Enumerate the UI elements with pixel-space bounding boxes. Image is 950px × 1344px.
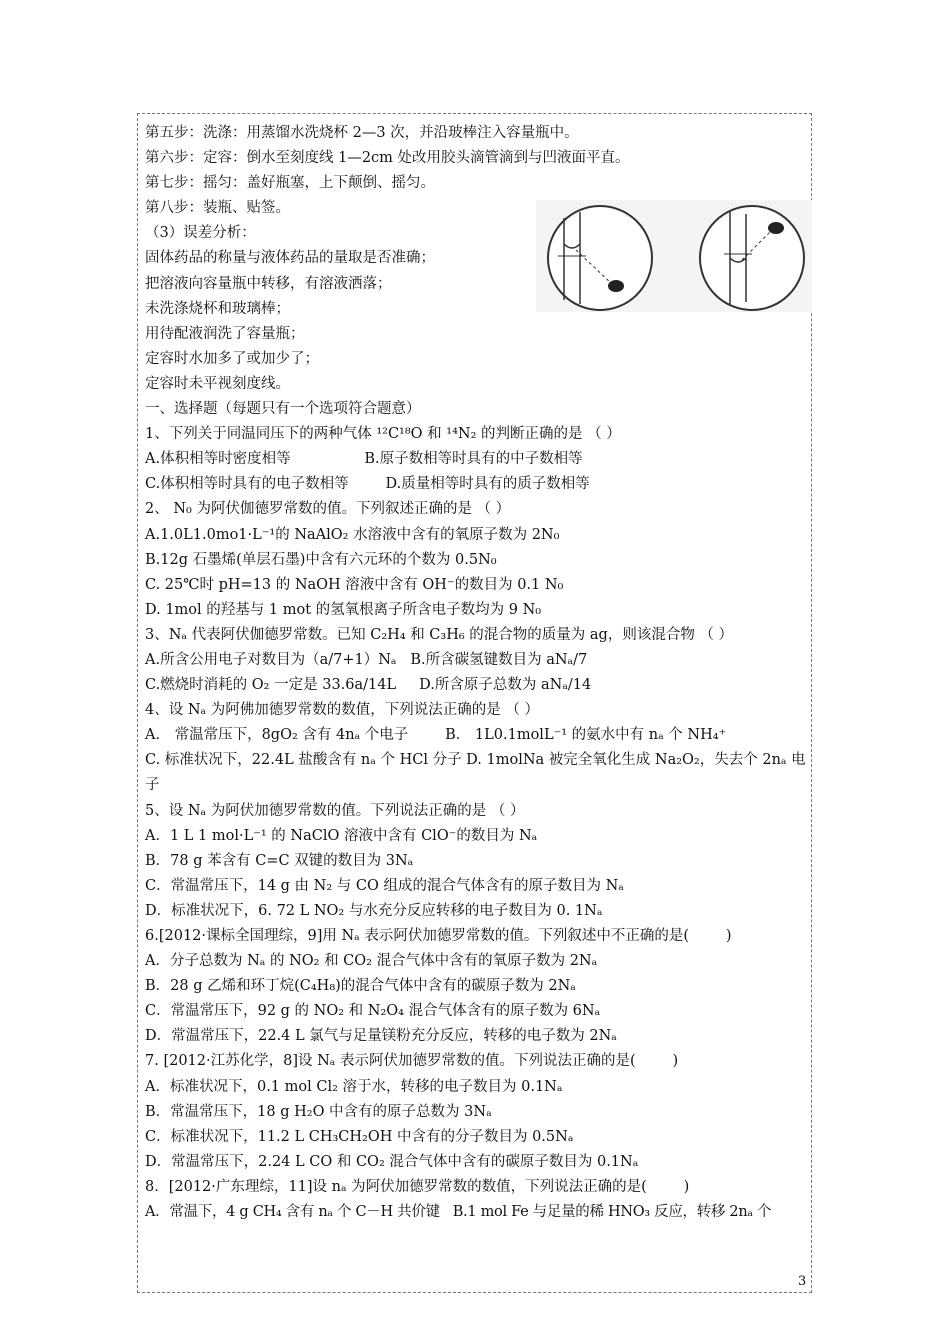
question-line: B．78 g 苯含有 C=C 双键的数目为 3Nₐ — [145, 852, 414, 869]
error-item: 定容时未平视刻度线。 — [145, 375, 290, 392]
right-view-circle — [700, 206, 804, 310]
question-line: 7. [2012·江苏化学，8]设 Nₐ 表示阿伏加德罗常数的值。下列说法正确的是( ) — [145, 1053, 679, 1070]
error-item: 定容时水加多了或加少了； — [145, 350, 319, 367]
question-line: 5、设 Nₐ 为阿伏加德罗常数的值。下列说法正确的是 （ ） — [145, 802, 525, 819]
question-line: 6.[2012·课标全国理综，9]用 Nₐ 表示阿伏加德罗常数的值。下列叙述中不正确的是( ) — [145, 928, 732, 944]
page-number: 3 — [798, 1274, 807, 1289]
question-line: D．标准状况下，6. 72 L NO₂ 与水充分反应转移的电子数目为 0. 1Nₐ — [145, 902, 603, 919]
question-line: C. 25℃时 pH=13 的 NaOH 溶液中含有 OH⁻的数目为 0.1 N₀ — [145, 576, 564, 593]
question-line: 1、下列关于同温同压下的两种气体 ¹²C¹⁸O 和 ¹⁴N₂ 的判断正确的是 （ ） — [145, 426, 621, 443]
question-line: B．28 g 乙烯和环丁烷(C₄H₈)的混合气体中含有的碳原子数为 2Nₐ — [145, 978, 576, 995]
question-line: A．分子总数为 Nₐ 的 NO₂ 和 CO₂ 混合气体中含有的氧原子数为 2Nₐ — [145, 953, 598, 970]
question-line: 8．[2012·广东理综，11]设 nₐ 为阿伏加德罗常数的数值，下列说法正确的是( ) — [145, 1178, 690, 1195]
question-line: A.所含公用电子对数目为（a/7+1）Nₐ B.所含碳氢键数目为 aNₐ/7 — [145, 651, 588, 668]
left-eye-icon — [608, 280, 624, 292]
step-8: 第八步：装瓶、贴签。 — [145, 200, 290, 217]
question-line: 2、 N₀ 为阿伏伽德罗常数的值。下列叙述正确的是 （ ） — [145, 501, 511, 518]
question-line: C.体积相等时具有的电子数相等 D.质量相等时具有的质子数相等 — [145, 476, 590, 493]
error-item: 用待配液润洗了容量瓶； — [145, 325, 305, 342]
question-line: A．标准状况下，0.1 mol Cl₂ 溶于水，转移的电子数目为 0.1Nₐ — [145, 1078, 563, 1095]
step-7: 第七步：摇匀：盖好瓶塞，上下颠倒、摇匀。 — [145, 175, 435, 192]
question-line: C．标准状况下，11.2 L CH₃CH₂OH 中含有的分子数目为 0.5Nₐ — [145, 1128, 574, 1145]
question-line: C．常温常压下，14 g 由 N₂ 与 CO 组成的混合气体含有的原子数目为 Nₐ — [145, 877, 624, 894]
question-line: C．常温常压下，92 g 的 NO₂ 和 N₂O₄ 混合气体含有的原子数为 6Nₐ — [145, 1003, 601, 1020]
error-analysis-heading: （3）误差分析： — [145, 225, 256, 242]
right-eye-icon — [768, 222, 784, 234]
error-item: 固体药品的称量与液体药品的量取是否准确； — [145, 250, 435, 267]
question-line: B.12g 石墨烯(单层石墨)中含有六元环的个数为 0.5N₀ — [145, 551, 497, 568]
step-5: 第五步：洗涤：用蒸馏水洗烧杯 2—3 次，并沿玻棒注入容量瓶中。 — [145, 125, 579, 141]
question-line: B．常温常压下，18 g H₂O 中含有的原子总数为 3Nₐ — [145, 1103, 492, 1120]
question-line: D．常温常压下，2.24 L CO 和 CO₂ 混合气体中含有的碳原子数目为 0.1Nₐ — [145, 1153, 639, 1170]
question-line: 3、Nₐ 代表阿伏伽德罗常数。已知 C₂H₄ 和 C₃H₆ 的混合物的质量为 ag，则该混合物 （ ） — [145, 626, 734, 643]
question-line: A． 常温常压下，8gO₂ 含有 4nₐ 个电子 B． 1L0.1molL⁻¹ 的氨水中有 nₐ 个 NH₄⁺ — [145, 727, 727, 744]
question-line: C. 标准状况下，22.4L 盐酸含有 nₐ 个 HCl 分子 D. 1molNa 被完全氧化生成 Na₂O₂，失去个 2nₐ 电子 — [145, 752, 806, 794]
question-line: D. 1mol 的羟基与 1 mot 的氢氧根离子所含电子数均为 9 N₀ — [145, 601, 542, 618]
question-line: C.燃烧时消耗的 O₂ 一定是 33.6a/14L D.所含原子总数为 aNₐ/14 — [145, 677, 592, 694]
error-item: 把溶液向容量瓶中转移，有溶液洒落； — [145, 275, 392, 292]
question-line: A.1.0L1.0mo1·L⁻¹的 NaAlO₂ 水溶液中含有的氧原子数为 2N₀ — [145, 526, 560, 543]
step-6: 第六步：定容：倒水至刻度线 1—2cm 处改用胶头滴管滴到与凹液面平直。 — [145, 150, 630, 167]
question-line: A．常温下，4 g CH₄ 含有 nₐ 个 C－H 共价键 B.1 mol Fe 与足量的稀 HNO₃ 反应，转移 2nₐ 个 — [145, 1204, 772, 1221]
question-line: A．1 L 1 mol·L⁻¹ 的 NaClO 溶液中含有 ClO⁻的数目为 Nₐ — [145, 827, 538, 844]
section-title: 一、选择题（每题只有一个选项符合题意） — [145, 401, 421, 418]
question-line: 4、设 Nₐ 为阿佛加德罗常数的数值，下列说法正确的是 （ ） — [145, 702, 539, 719]
meniscus-reading-figure — [536, 200, 812, 312]
question-line: D．常温常压下，22.4 L 氯气与足量镁粉充分反应，转移的电子数为 2Nₐ — [145, 1028, 617, 1045]
error-item: 未洗涤烧杯和玻璃棒； — [145, 300, 290, 317]
question-line: A.体积相等时密度相等 B.原子数相等时具有的中子数相等 — [145, 451, 583, 468]
